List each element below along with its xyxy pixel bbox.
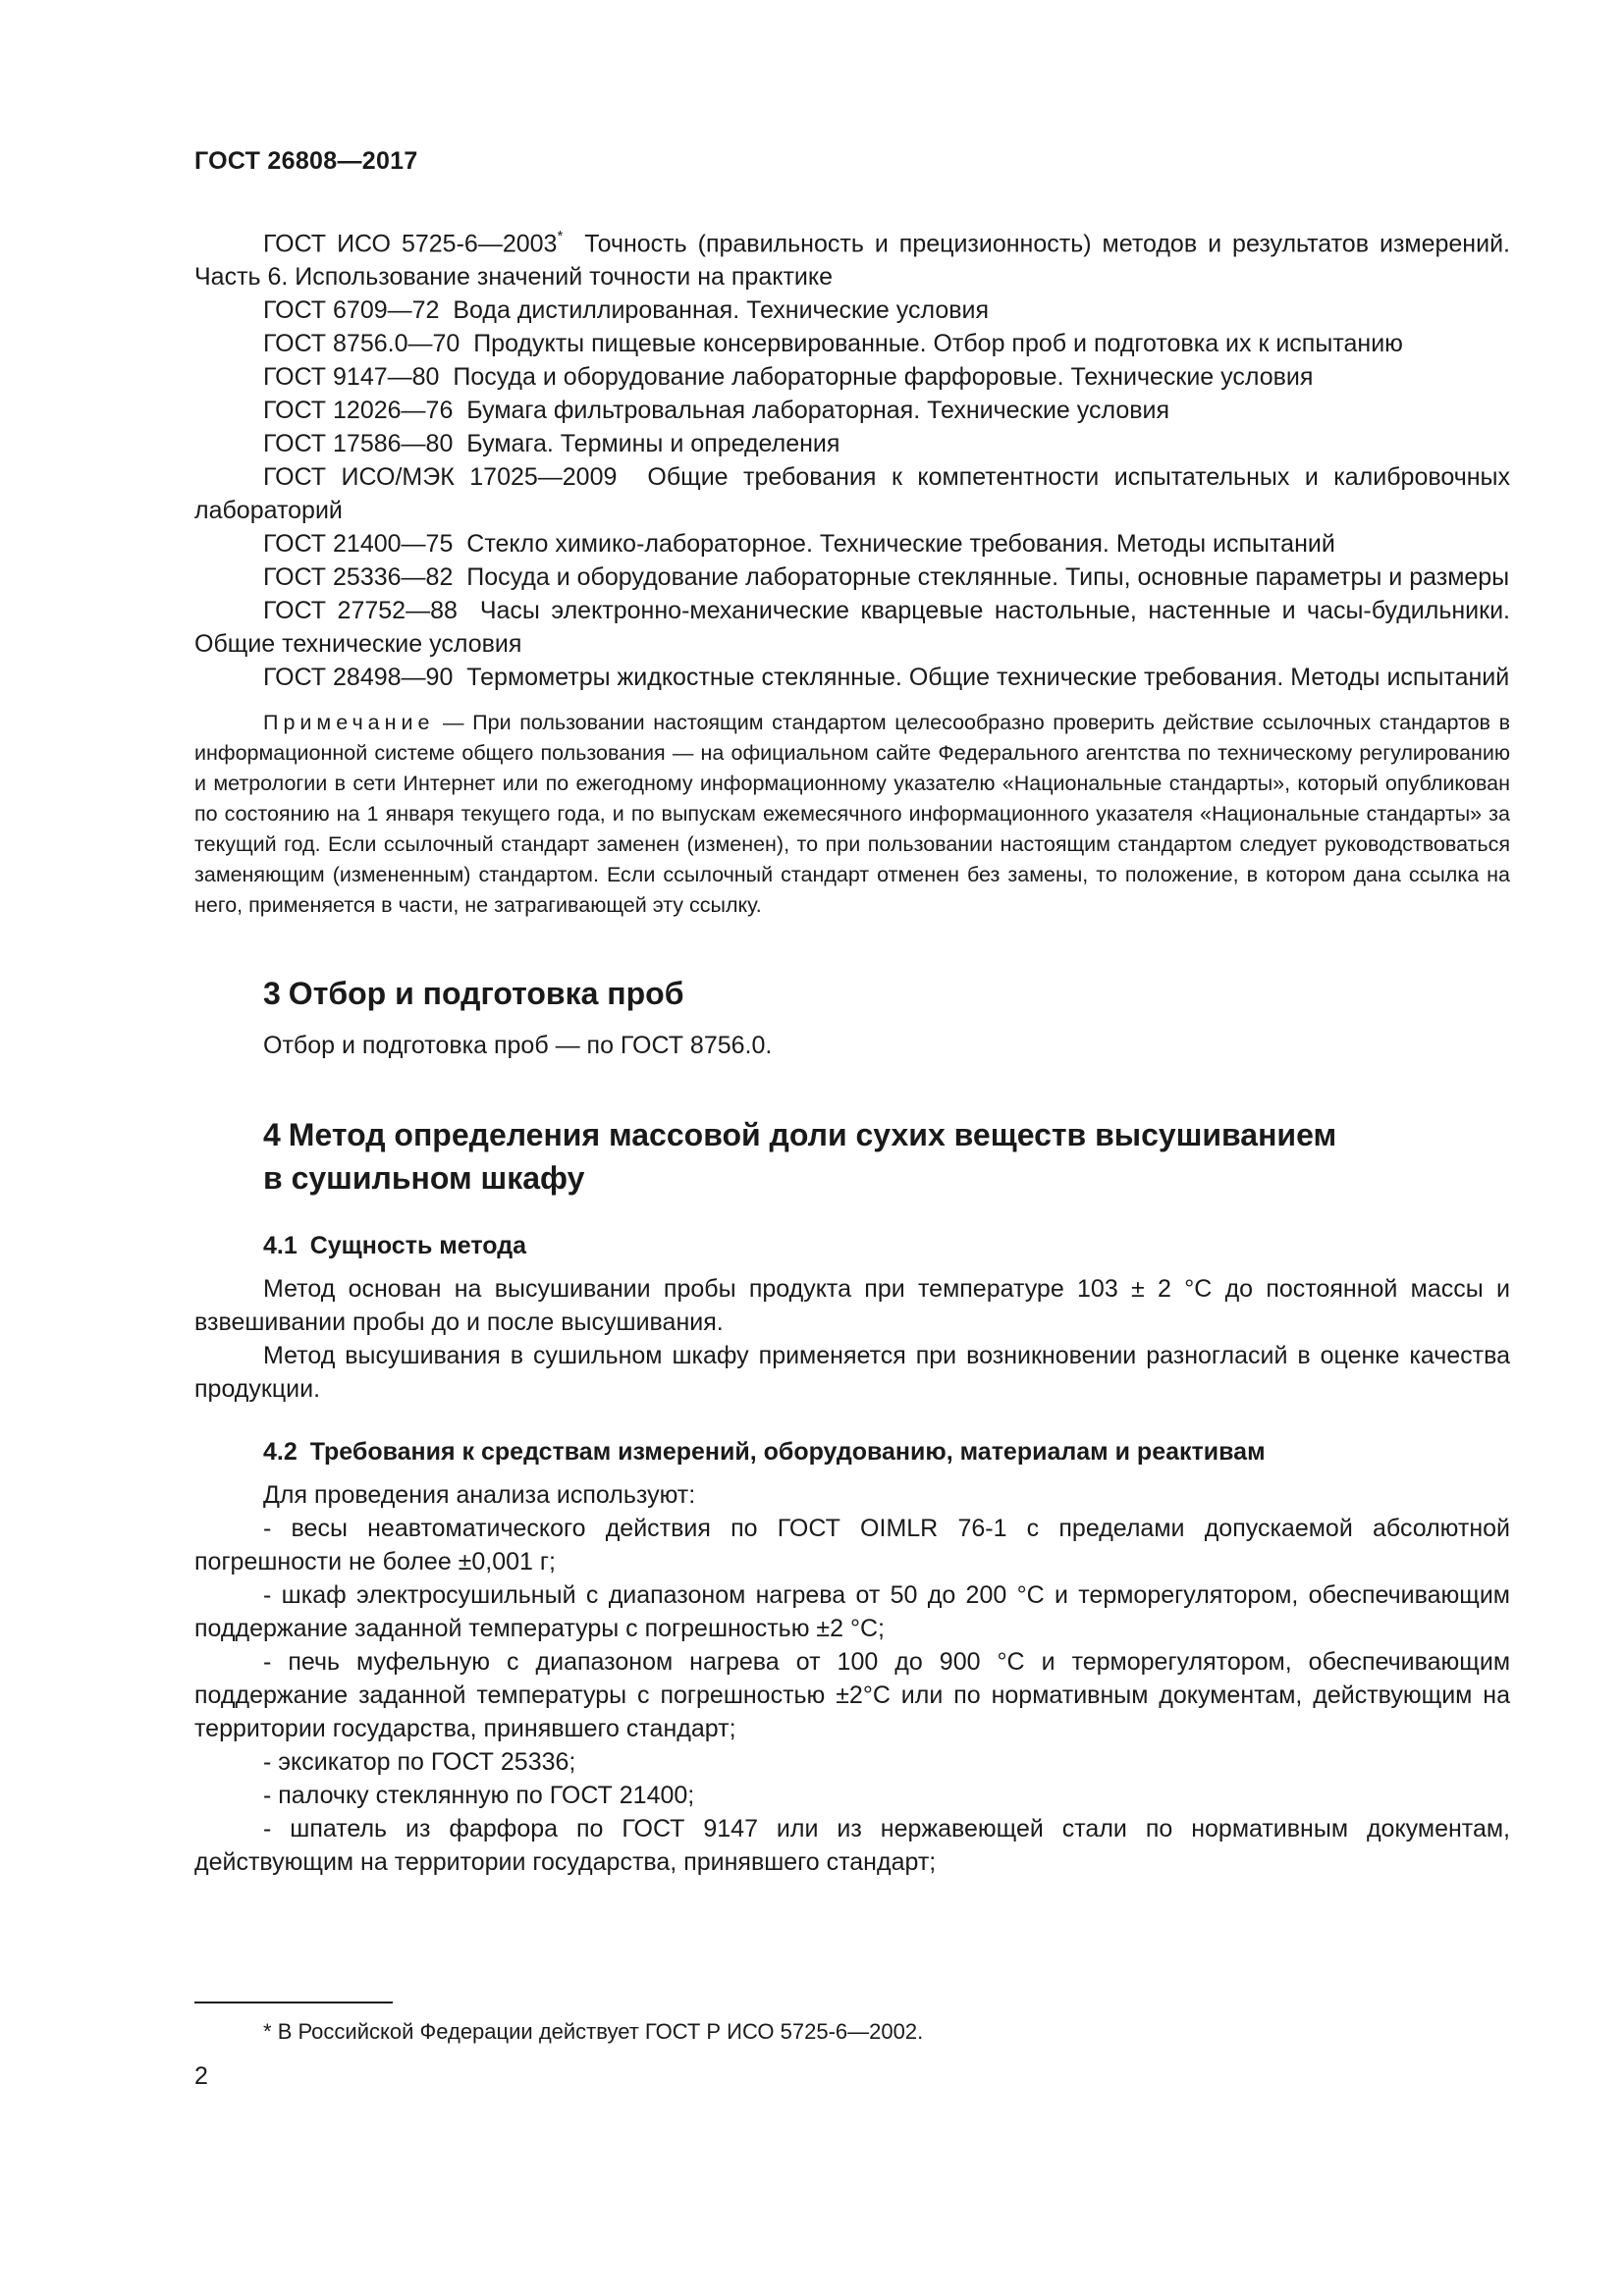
reference-title: Точность (правильность и прецизионность) методов и результатов измерений. Часть 6. Использование значений точности на практике xyxy=(194,230,1510,292)
subsection-title: Сущность метода xyxy=(309,1232,526,1260)
section-4-heading xyxy=(194,1113,1510,1200)
note-paragraph xyxy=(194,708,1510,921)
reference-item xyxy=(194,561,1510,594)
reference-code: ГОСТ 21400—75 xyxy=(263,530,454,559)
list-item: - палочку стеклянную по ГОСТ 21400; xyxy=(263,1782,695,1810)
list-item: - печь муфельную с диапазоном нагрева от 100 до 900 °С и терморегулятором, обеспечивающим поддержание заданной температуры с погрешностью ±2°С или по нормативным документам, действующим на территории государства, принявшего стандарт; xyxy=(194,1648,1510,1743)
section-number: 3 xyxy=(263,976,281,1012)
reference-item xyxy=(194,394,1510,427)
reference-code: ГОСТ 25336—82 xyxy=(263,563,454,592)
reference-code: ГОСТ 12026—76 xyxy=(263,397,454,425)
reference-item xyxy=(194,594,1510,661)
reference-code: ГОСТ 28498—90 xyxy=(263,664,454,692)
list-item: - эксикатор по ГОСТ 25336; xyxy=(263,1748,576,1777)
normative-references-list xyxy=(194,222,1510,694)
subsection-4-2-heading xyxy=(194,1435,1510,1468)
page-content xyxy=(194,222,1510,1879)
list-item: - весы неавтоматического действия по ГОСТ OIMLR 76-1 с пределами допускаемой абсолютной погрешности не более ±0,001 г; xyxy=(194,1515,1510,1576)
document-header: ГОСТ 26808—2017 xyxy=(194,147,418,175)
reference-code: ГОСТ ИСО 5725-6—2003 xyxy=(263,230,558,258)
paragraph: Метод высушивания в сушильном шкафу применяется при возникновении разногласий в оценке качества продукции. xyxy=(194,1342,1510,1404)
subsection-number: 4.2 xyxy=(263,1438,298,1467)
reference-item xyxy=(194,460,1510,527)
footnote xyxy=(263,2017,1510,2047)
reference-item xyxy=(194,427,1510,460)
reference-item xyxy=(194,222,1510,294)
page-number: 2 xyxy=(194,2062,208,2090)
section-number: 4 xyxy=(263,1117,281,1153)
reference-code: ГОСТ ИСО/МЭК 17025—2009 xyxy=(263,463,618,492)
section-3-heading xyxy=(194,972,1510,1015)
reference-code: ГОСТ 17586—80 xyxy=(263,430,454,458)
reference-item xyxy=(194,294,1510,327)
footnote-mark: * xyxy=(263,2019,272,2044)
reference-code: ГОСТ 9147—80 xyxy=(263,363,440,392)
paragraph: Для проведения анализа используют: xyxy=(263,1481,696,1510)
footnote-text: В Российской Федерации действует ГОСТ Р ИСО 5725-6—2002. xyxy=(277,2019,924,2044)
list-item: - шпатель из фарфора по ГОСТ 9147 или из нержавеющей стали по нормативным документам, действующим на территории государства, принявшего стандарт; xyxy=(194,1815,1510,1877)
reference-title: Общие требования к компетентности испытательных и калибровочных лабораторий xyxy=(194,463,1510,525)
reference-code: ГОСТ 27752—88 xyxy=(263,597,458,625)
paragraph: Метод основан на высушивании пробы продукта при температуре 103 ± 2 °С до постоянной массы и взвешивании пробы до и после высушивания. xyxy=(194,1275,1510,1337)
reference-item xyxy=(194,327,1510,360)
reference-item xyxy=(194,661,1510,694)
reference-title: Посуда и оборудование лабораторные фарфоровые. Технические условия xyxy=(453,363,1314,392)
note-text: — При пользовании настоящим стандартом целесообразно проверить действие ссылочных стандартов в информационной системе общего пользования — на официальном сайте Федерального агентства по техническому регулированию и метрологии в сети Интернет или по ежегодному информационному указателю «Национальные стандарты», который опубликован по состоянию на 1 января текущего года, и по выпускам ежемесячного информационного указателя «Национальные стандарты» за текущий год. Если ссылочный стандарт заменен (изменен), то при пользовании настоящим стандартом следует руководствоваться заменяющим (измененным) стандартом. Если ссылочный стандарт отменен без замены, то положение, в котором дана ссылка на него, применяется в части, не затрагивающей эту ссылку. xyxy=(194,711,1510,918)
section-title-line-1: Метод определения массовой доли сухих веществ высушиванием xyxy=(288,1117,1337,1153)
note-label: Примечание xyxy=(263,711,435,735)
section-title-line-2: в сушильном шкафу xyxy=(263,1160,585,1197)
reference-title: Часы электронно-механические кварцевые настольные, настенные и часы-будильники. Общие технические условия xyxy=(194,597,1510,659)
footnote-mark: * xyxy=(557,228,564,244)
equipment-list xyxy=(194,1512,1510,1879)
subsection-4-1-heading xyxy=(194,1229,1510,1262)
reference-code: ГОСТ 8756.0—70 xyxy=(263,330,460,358)
reference-title: Бумага фильтровальная лабораторная. Технические условия xyxy=(466,397,1170,425)
list-item: - шкаф электросушильный с диапазоном нагрева от 50 до 200 °С и терморегулятором, обеспечивающим поддержание заданной температуры с погрешностью ±2 °С; xyxy=(194,1581,1510,1643)
section-3-text: Отбор и подготовка проб — по ГОСТ 8756.0. xyxy=(263,1032,773,1060)
reference-title: Продукты пищевые консервированные. Отбор проб и подготовка их к испытанию xyxy=(473,330,1403,358)
reference-item xyxy=(194,360,1510,394)
reference-title: Посуда и оборудование лабораторные стеклянные. Типы, основные параметры и размеры xyxy=(466,563,1510,592)
reference-title: Термометры жидкостные стеклянные. Общие технические требования. Методы испытаний xyxy=(466,664,1510,692)
reference-title: Бумага. Термины и определения xyxy=(466,430,840,458)
reference-title: Стекло химико-лабораторное. Технические требования. Методы испытаний xyxy=(466,530,1335,559)
subsection-number: 4.1 xyxy=(263,1232,298,1260)
section-title: Отбор и подготовка проб xyxy=(288,976,684,1012)
footnote-separator xyxy=(194,2002,393,2003)
subsection-title: Требования к средствам измерений, оборудованию, материалам и реактивам xyxy=(309,1438,1266,1467)
reference-item xyxy=(194,527,1510,561)
reference-code: ГОСТ 6709—72 xyxy=(263,296,440,325)
reference-title: Вода дистиллированная. Технические условия xyxy=(453,296,990,325)
